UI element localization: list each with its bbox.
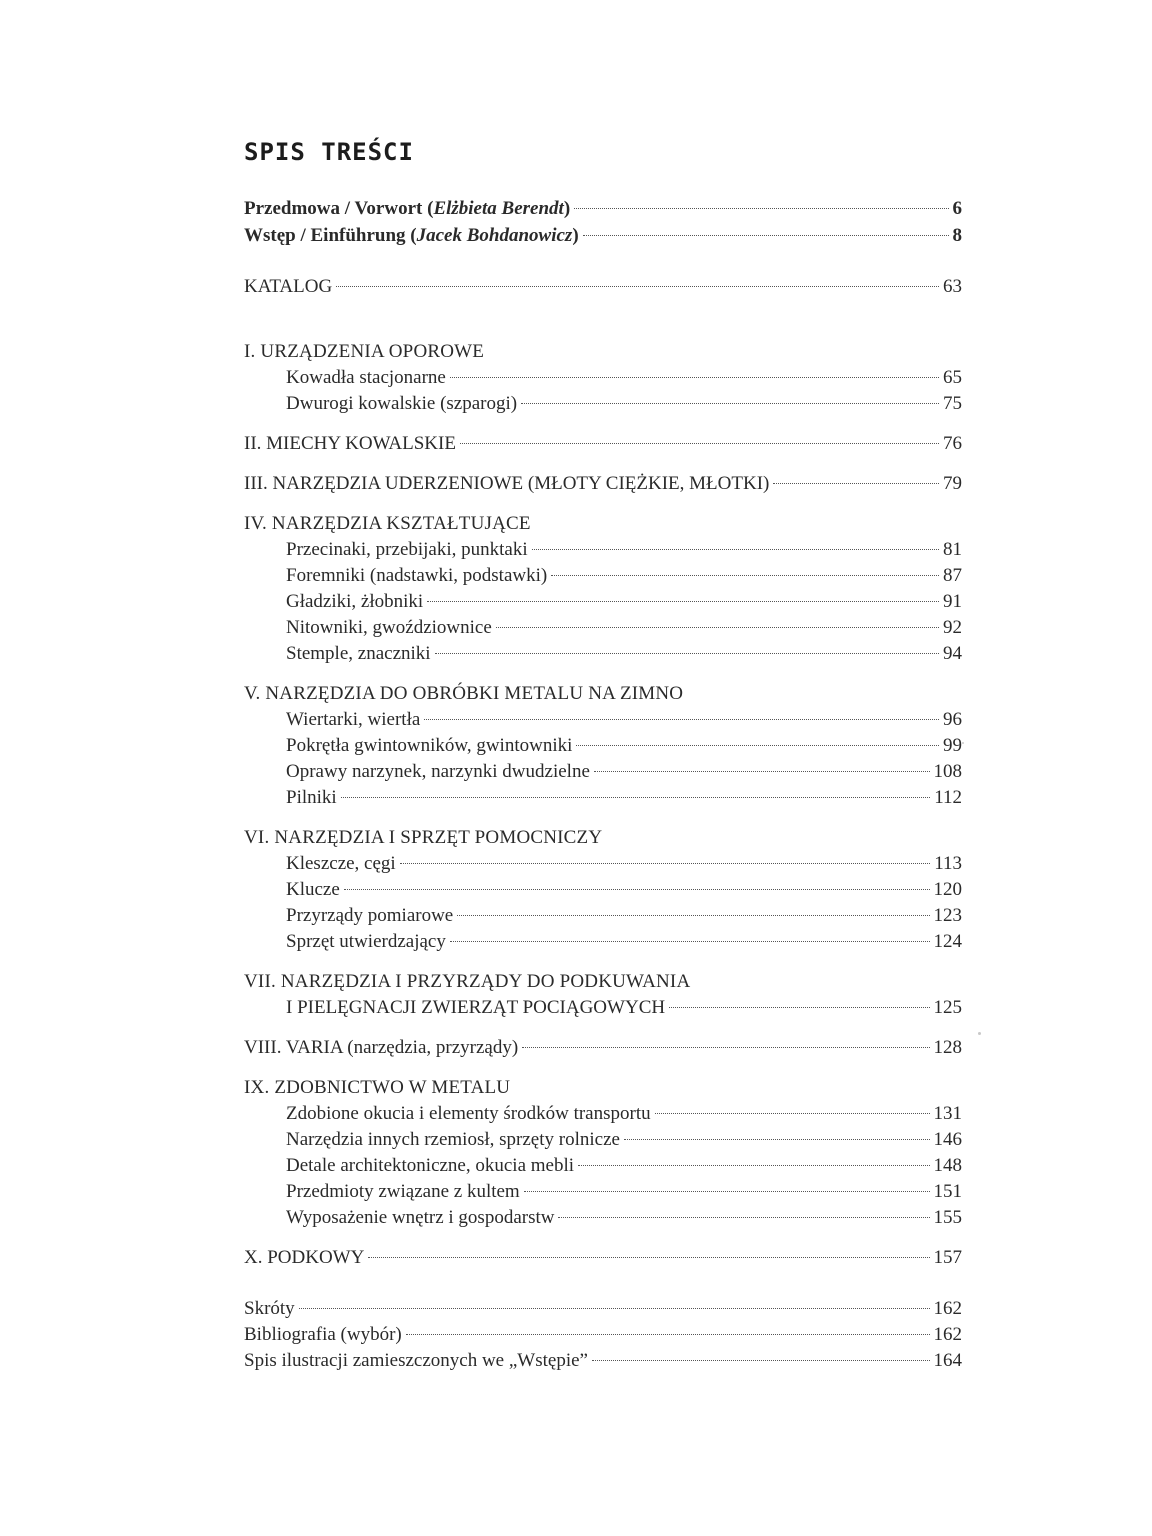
dot-leader xyxy=(450,941,930,942)
entry-title: Przyrządy pomiarowe xyxy=(286,905,454,926)
page-number: 94 xyxy=(943,643,962,664)
subsection-entry xyxy=(286,877,962,903)
page-number: 91 xyxy=(943,591,962,612)
dot-leader xyxy=(551,575,939,576)
section-heading: VI. NARZĘDZIA I SPRZĘT POMOCNICZY xyxy=(244,827,603,848)
dot-leader xyxy=(341,797,931,798)
subsection-entry xyxy=(286,391,962,417)
page-number: 162 xyxy=(933,1324,962,1345)
subsection-entry xyxy=(286,589,962,615)
page-number: 79 xyxy=(943,473,962,494)
subsection-entry xyxy=(286,903,962,929)
page-number: 162 xyxy=(933,1298,962,1319)
dot-leader xyxy=(344,889,930,890)
entry-title: Stemple, znaczniki xyxy=(286,643,431,664)
entry-title: Gładziki, żłobniki xyxy=(286,591,424,612)
section-entry xyxy=(244,431,962,457)
entry-title: Pilniki xyxy=(286,787,337,808)
dot-leader xyxy=(773,483,939,484)
entry-title: Nitowniki, gwoździownice xyxy=(286,617,492,638)
entry-title: I PIELĘGNACJI ZWIERZĄT POCIĄGOWYCH xyxy=(286,997,666,1018)
page-number: 65 xyxy=(943,367,962,388)
subsection-entry xyxy=(286,1127,962,1153)
dot-leader xyxy=(450,377,939,378)
page-number: 75 xyxy=(943,393,962,414)
entry-title: Dwurogi kowalskie (szparogi) xyxy=(286,393,518,414)
entry-title: Pokrętła gwintowników, gwintowniki xyxy=(286,735,573,756)
entry-title: Narzędzia innych rzemiosł, sprzęty rolnicze xyxy=(286,1129,620,1150)
page-number: 157 xyxy=(933,1247,962,1268)
entry-title: Przecinaki, przebijaki, punktaki xyxy=(286,539,528,560)
dot-leader xyxy=(400,863,930,864)
dot-leader xyxy=(574,208,948,209)
entry-title: III. NARZĘDZIA UDERZENIOWE (MŁOTY CIĘŻKIE, MŁOTKI) xyxy=(244,473,770,494)
dot-leader xyxy=(521,403,939,404)
dot-leader xyxy=(496,627,939,628)
entry-title: Zdobione okucia i elementy środków transportu xyxy=(286,1103,651,1124)
dot-leader xyxy=(424,719,939,720)
dot-leader xyxy=(532,549,939,550)
dot-leader xyxy=(522,1047,929,1048)
page-number: 164 xyxy=(933,1350,962,1371)
section-heading: IX. ZDOBNICTWO W METALU xyxy=(244,1077,511,1098)
subsection-entry xyxy=(286,851,962,877)
section-entry xyxy=(244,1035,962,1061)
page-number: 99 xyxy=(943,735,962,756)
entry-title: Kleszcze, cęgi xyxy=(286,853,396,874)
page-number: 108 xyxy=(933,761,962,782)
entry-title: Wyposażenie wnętrz i gospodarstw xyxy=(286,1207,555,1228)
page-number: 123 xyxy=(933,905,962,926)
subsection-entry xyxy=(286,1153,962,1179)
dot-leader xyxy=(583,235,949,236)
entry-title: Spis ilustracji zamieszczonych we „Wstępie” xyxy=(244,1350,588,1371)
section-entry xyxy=(244,471,962,497)
section-heading: VII. NARZĘDZIA I PRZYRZĄDY DO PODKUWANIA xyxy=(244,971,691,992)
page-number: 113 xyxy=(934,853,962,874)
subsection-entry xyxy=(286,537,962,563)
katalog-entry xyxy=(244,274,962,300)
page-number: 76 xyxy=(943,433,962,454)
page-number: 151 xyxy=(933,1181,962,1202)
subsection-entry xyxy=(286,615,962,641)
section-heading: V. NARZĘDZIA DO OBRÓBKI METALU NA ZIMNO xyxy=(244,683,684,704)
section-entry xyxy=(244,1245,962,1271)
entry-title: VIII. VARIA (narzędzia, przyrządy) xyxy=(244,1037,519,1058)
page-number: 148 xyxy=(933,1155,962,1176)
dot-leader xyxy=(524,1191,930,1192)
dot-leader xyxy=(578,1165,929,1166)
page-number: 146 xyxy=(933,1129,962,1150)
entry-title: Sprzęt utwierdzający xyxy=(286,931,446,952)
entry-title: Oprawy narzynek, narzynki dwudzielne xyxy=(286,761,590,782)
dot-leader xyxy=(427,601,939,602)
page-number: 131 xyxy=(933,1103,962,1124)
dot-leader xyxy=(457,915,929,916)
subsection-entry xyxy=(286,1101,962,1127)
entry-title: Detale architektoniczne, okucia mebli xyxy=(286,1155,575,1176)
entry-title: KATALOG xyxy=(244,276,333,297)
subsection-entry xyxy=(286,365,962,391)
dot-leader xyxy=(594,771,930,772)
page-number: 112 xyxy=(934,787,962,808)
scan-speck xyxy=(978,1032,981,1035)
entry-title: Wstęp / Einführung (Jacek Bohdanowicz) xyxy=(244,225,579,246)
page-number: 124 xyxy=(933,931,962,952)
dot-leader xyxy=(576,745,939,746)
back-matter-entry xyxy=(244,1322,962,1348)
dot-leader xyxy=(558,1217,929,1218)
entry-title: Skróty xyxy=(244,1298,295,1319)
subsection-entry xyxy=(286,759,962,785)
entry-title: Przedmowa / Vorwort (Elżbieta Berendt) xyxy=(244,198,571,219)
entry-title: II. MIECHY KOWALSKIE xyxy=(244,433,456,454)
section-heading: IV. NARZĘDZIA KSZTAŁTUJĄCE xyxy=(244,513,531,534)
dot-leader xyxy=(336,286,939,287)
subsection-entry xyxy=(286,785,962,811)
dot-leader xyxy=(655,1113,930,1114)
dot-leader xyxy=(669,1007,929,1008)
section-heading: I. URZĄDZENIA OPOROWE xyxy=(244,341,485,362)
scan-speck xyxy=(962,742,964,744)
dot-leader xyxy=(592,1360,930,1361)
dot-leader xyxy=(435,653,939,654)
page-number: 8 xyxy=(952,225,962,246)
entry-title: Klucze xyxy=(286,879,340,900)
entry-title: Kowadła stacjonarne xyxy=(286,367,446,388)
entry-title: Wiertarki, wiertła xyxy=(286,709,421,730)
page-number: 81 xyxy=(943,539,962,560)
subsection-entry xyxy=(286,1179,962,1205)
back-matter-entry xyxy=(244,1348,962,1374)
dot-leader xyxy=(624,1139,930,1140)
back-matter-entry xyxy=(244,1296,962,1322)
dot-leader xyxy=(368,1257,929,1258)
subsection-entry xyxy=(286,707,962,733)
page-number: 6 xyxy=(952,198,962,219)
dot-leader xyxy=(299,1308,930,1309)
page-number: 120 xyxy=(933,879,962,900)
subsection-entry xyxy=(286,929,962,955)
page-number: 128 xyxy=(933,1037,962,1058)
subsection-entry xyxy=(286,641,962,667)
front-matter-entry xyxy=(244,223,962,249)
subsection-entry xyxy=(286,1205,962,1231)
subsection-entry xyxy=(286,563,962,589)
front-matter-entry xyxy=(244,196,962,222)
entry-title: Foremniki (nadstawki, podstawki) xyxy=(286,565,548,586)
section-entry xyxy=(286,995,962,1021)
page-number: 87 xyxy=(943,565,962,586)
entry-title: Bibliografia (wybór) xyxy=(244,1324,402,1345)
author-name: Jacek Bohdanowicz xyxy=(416,225,573,246)
entry-title: Przedmioty związane z kultem xyxy=(286,1181,520,1202)
author-name: Elżbieta Berendt xyxy=(433,198,564,219)
page-number: 125 xyxy=(933,997,962,1018)
page-number: 92 xyxy=(943,617,962,638)
page-number: 155 xyxy=(933,1207,962,1228)
dot-leader xyxy=(406,1334,930,1335)
page-number: 96 xyxy=(943,709,962,730)
entry-title: X. PODKOWY xyxy=(244,1247,365,1268)
subsection-entry xyxy=(286,733,962,759)
page-title: SPIS TREŚCI xyxy=(244,138,414,166)
page-number: 63 xyxy=(943,276,962,297)
dot-leader xyxy=(460,443,939,444)
